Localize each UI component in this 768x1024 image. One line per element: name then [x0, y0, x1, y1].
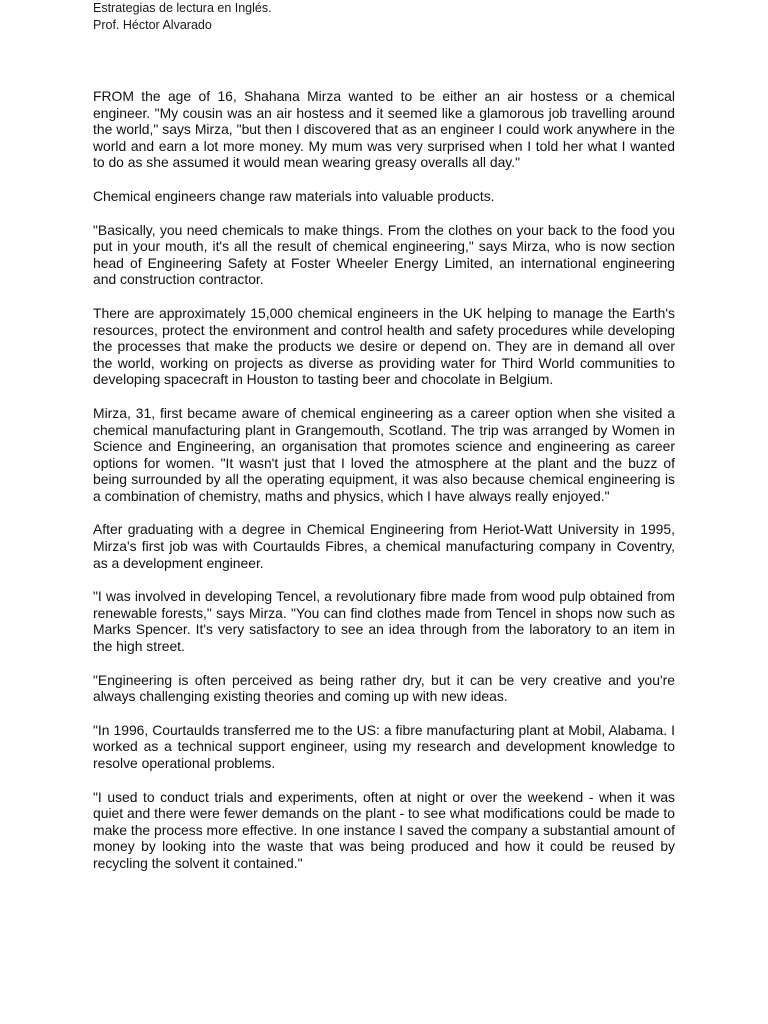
course-title: Estrategias de lectura en Inglés.	[93, 1, 272, 15]
paragraph: "In 1996, Courtaulds transferred me to the US: a fibre manufacturing plant at Mobil, Alabama. I worked as a technical support engineer, using my research and development knowledge to resolve operational problems.	[93, 721, 675, 771]
page-header	[93, 0, 272, 34]
paragraph: Mirza, 31, first became aware of chemical engineering as a career option when she visited a chemical manufacturing plant in Grangemouth, Scotland. The trip was arranged by Women in Science and Engineering, an organisation that promotes science and engineering as career options for women. "It wasn't just that I loved the atmosphere at the plant and the buzz of being surrounded by all the operating equipment, it was also because chemical engineering is a combination of chemistry, maths and physics, which I have always really enjoyed."	[93, 404, 675, 504]
paragraph: After graduating with a degree in Chemical Engineering from Heriot-Watt University in 1995, Mirza's first job was with Courtaulds Fibres, a chemical manufacturing company in Coventry, as a development engineer.	[93, 521, 675, 571]
paragraph: "Engineering is often perceived as being rather dry, but it can be very creative and you're always challenging existing theories and coming up with new ideas.	[93, 671, 675, 705]
paragraph: "Basically, you need chemicals to make things. From the clothes on your back to the food you put in your mouth, it's all the result of chemical engineering," says Mirza, who is now section head of Engineering Safety at Foster Wheeler Energy Limited, an international engineering and construction contractor.	[93, 221, 675, 288]
paragraph: FROM the age of 16, Shahana Mirza wanted to be either an air hostess or a chemical engineer. "My cousin was an air hostess and it seemed like a glamorous job travelling around the world," says Mirza, "but then I discovered that as an engineer I could work anywhere in the world and earn a lot more money. My mum was very surprised when I told her what I wanted to do as she assumed it would mean wearing greasy overalls all day."	[93, 88, 675, 171]
paragraph: "I used to conduct trials and experiments, often at night or over the weekend - when it was quiet and there were fewer demands on the plant - to see what modifications could be made to make the process more effective. In one instance I saved the company a substantial amount of money by looking into the waste that was being produced and how it could be reused by recycling the solvent it contained."	[93, 788, 675, 871]
paragraph: "I was involved in developing Tencel, a revolutionary fibre made from wood pulp obtained from renewable forests," says Mirza. "You can find clothes made from Tencel in shops now such as Marks Spencer. It's very satisfactory to see an idea through from the laboratory to an item in the high street.	[93, 588, 675, 655]
article-body	[93, 88, 675, 889]
paragraph: There are approximately 15,000 chemical engineers in the UK helping to manage the Earth's resources, protect the environment and control health and safety procedures while developing the processes that make the products we desire or depend on. They are in demand all over the world, working on projects as diverse as providing water for Third World communities to developing spacecraft in Houston to tasting beer and chocolate in Belgium.	[93, 304, 675, 388]
teacher-name: Prof. Héctor Alvarado	[93, 18, 212, 32]
paragraph: Chemical engineers change raw materials into valuable products.	[93, 187, 495, 204]
